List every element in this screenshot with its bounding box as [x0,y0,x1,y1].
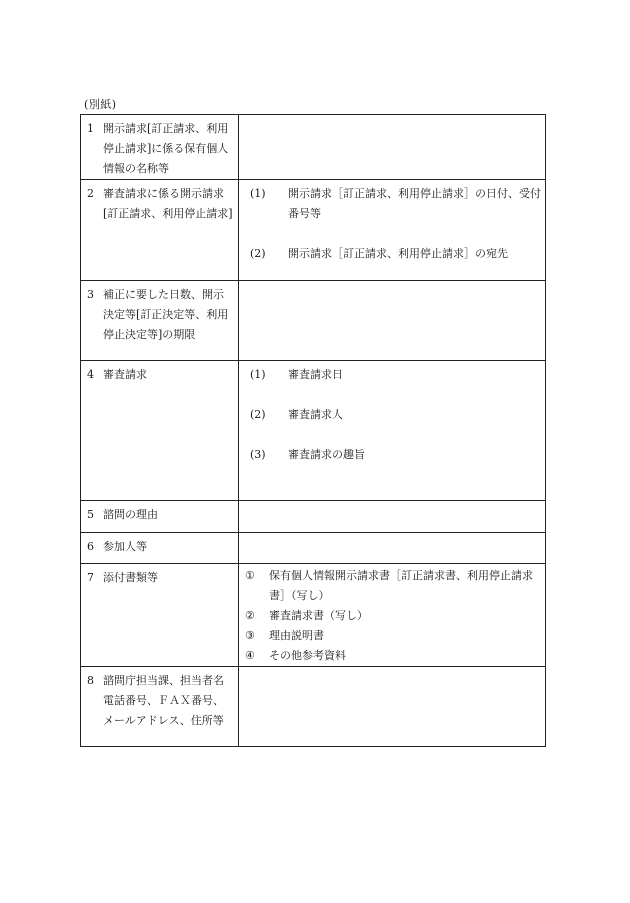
row-5-content-cell [239,501,546,533]
list-item [250,365,541,385]
list-item [250,244,541,264]
item-text: 開示請求［訂正請求、利用停止請求］の宛先 [288,247,508,260]
item-number: ③ [245,629,255,642]
row-label: 補正に要した日数、開示決定等[訂正決定等、利用停止決定等]の期限 [103,288,229,341]
item-number: (3) [250,448,266,461]
row-number: 6 [87,540,94,553]
item-text: 保有個人情報開示請求書［訂正請求書、利用停止請求書］（写し） [269,569,533,602]
row-number: 5 [87,508,94,521]
item-number: (2) [250,247,266,260]
table-row-3 [81,281,546,361]
row-2-content-cell [239,180,546,281]
row-8-content-cell [239,667,546,747]
item-number: ② [245,609,255,622]
row-label: 諮問の理由 [103,508,158,521]
item-number: ① [245,569,255,582]
row-number: 2 [87,187,94,200]
row-label: 審査請求に係る開示請求[訂正請求、利用停止請求] [103,187,233,220]
row-3-content-cell [239,281,546,361]
list-item [245,626,541,646]
item-text: 開示請求［訂正請求、利用停止請求］の日付、受付番号等 [288,187,541,220]
item-text: 審査請求書（写し） [269,609,368,622]
list-item [245,606,541,626]
row-label: 審査請求 [103,368,147,381]
row-1-label-cell [81,115,239,180]
item-number: (1) [250,187,266,200]
row-number: 1 [87,122,94,135]
list-item [250,184,541,224]
row-1-content-cell [239,115,546,180]
row-number: 4 [87,368,94,381]
attachment-form-table [80,114,546,747]
item-text: その他参考資料 [269,649,346,662]
table-row-7 [81,564,546,667]
list-item [245,646,541,666]
table-row-2 [81,180,546,281]
table-row-8 [81,667,546,747]
row-5-label-cell [81,501,239,533]
list-item [250,405,541,425]
row-number: 7 [87,571,94,584]
table-row-5 [81,501,546,533]
row-number: 8 [87,674,94,687]
row-label: 開示請求[訂正請求、利用停止請求]に係る保有個人情報の名称等 [103,122,229,175]
item-text: 審査請求日 [288,368,343,381]
row-label: 諮問庁担当課、担当者名電話番号、ＦＡＸ番号、メールアドレス、住所等 [103,674,224,727]
item-text: 審査請求の趣旨 [288,448,365,461]
item-number: (1) [250,368,266,381]
row-7-label-cell [81,564,239,667]
row-6-label-cell [81,533,239,564]
table-row-6 [81,533,546,564]
row-4-label-cell [81,361,239,501]
row-6-content-cell [239,533,546,564]
row-7-content-cell [239,564,546,667]
item-text: 理由説明書 [269,629,324,642]
row-8-label-cell [81,667,239,747]
row-label: 添付書類等 [103,571,158,584]
row-label: 参加人等 [103,540,147,553]
list-item [250,445,541,465]
item-number: ④ [245,649,255,662]
item-number: (2) [250,408,266,421]
row-number: 3 [87,288,94,301]
table-row-1 [81,115,546,180]
page-label: (別紙) [84,98,117,111]
row-2-label-cell [81,180,239,281]
item-text: 審査請求人 [288,408,343,421]
list-item [245,566,541,606]
row-4-content-cell [239,361,546,501]
table-row-4 [81,361,546,501]
row-3-label-cell [81,281,239,361]
